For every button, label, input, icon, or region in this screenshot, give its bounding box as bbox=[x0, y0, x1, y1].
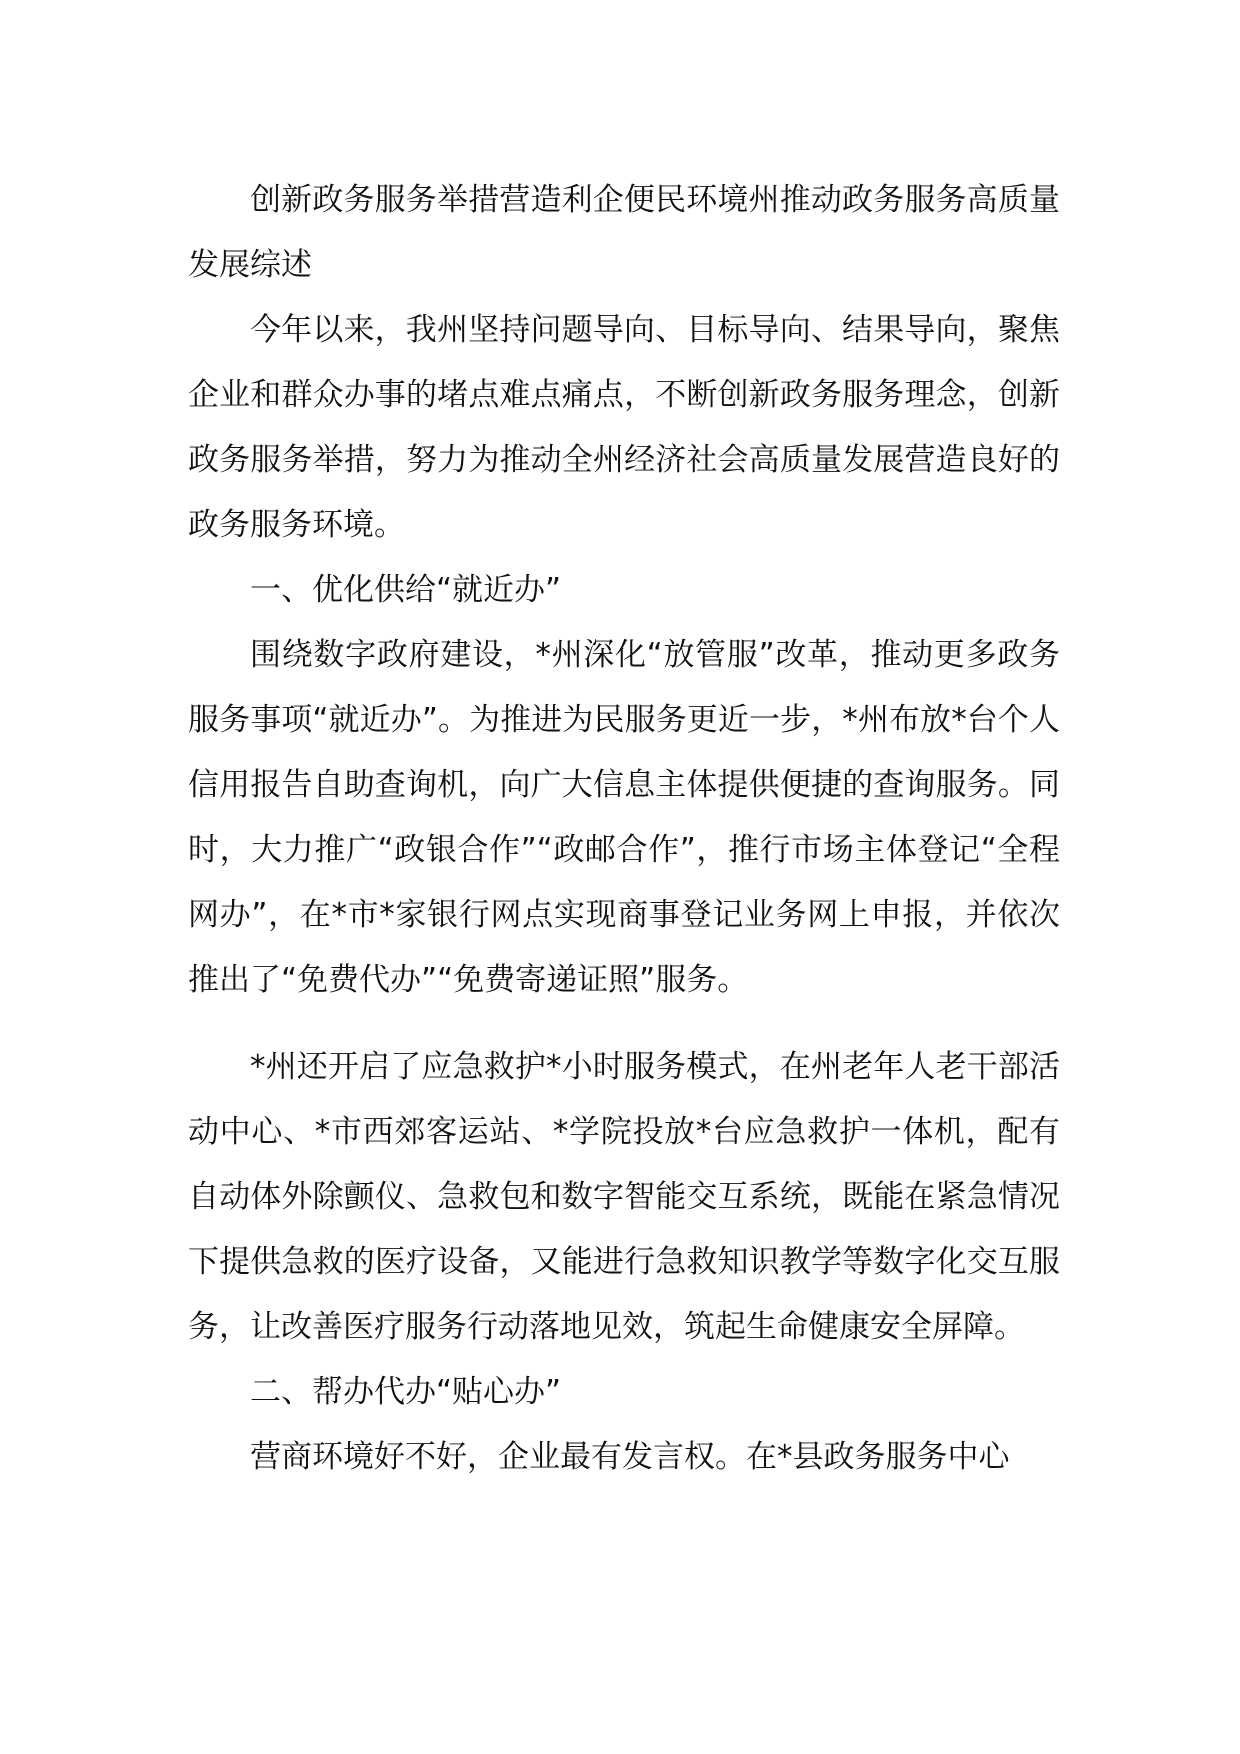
body-paragraph: 围绕数字政府建设，*州深化“放管服”改革，推动更多政务服务事项“就近办”。为推进为民服务更近一步，*州布放*台个人信用报告自助查询机，向广大信息主体提供便捷的查询服务。同时，大力推广“政银合作”“政邮合作”，推行市场主体登记“全程网办”，在*市*家银行网点实现商事登记业务网上申报，并依次推出了“免费代办”“免费寄递证照”服务。 bbox=[188, 637, 1060, 998]
body-paragraph: 营商环境好不好，企业最有发言权。在*县政务服务中心 bbox=[250, 1439, 1010, 1475]
intro-paragraph: 今年以来，我州坚持问题导向、目标导向、结果导向，聚焦企业和群众办事的堵点难点痛点，不断创新政务服务理念，创新政务服务举措，努力为推动全州经济社会高质量发展营造良好的政务服务环境。 bbox=[188, 312, 1060, 543]
section-heading-1: 一、优化供给“就近办” bbox=[250, 572, 562, 608]
document-body bbox=[188, 168, 1060, 1490]
section-heading-2: 二、帮办代办“贴心办” bbox=[250, 1374, 562, 1410]
body-paragraph: *州还开启了应急救护*小时服务模式，在州老年人老干部活动中心、*市西郊客运站、*学院投放*台应急救护一体机，配有自动体外除颤仪、急救包和数字智能交互系统，既能在紧急情况下提供急救的医疗设备，又能进行急救知识教学等数字化交互服务，让改善医疗服务行动落地见效，筑起生命健康安全屏障。 bbox=[188, 1049, 1060, 1345]
document-title: 创新政务服务举措营造利企便民环境州推动政务服务高质量发展综述 bbox=[188, 182, 1060, 283]
